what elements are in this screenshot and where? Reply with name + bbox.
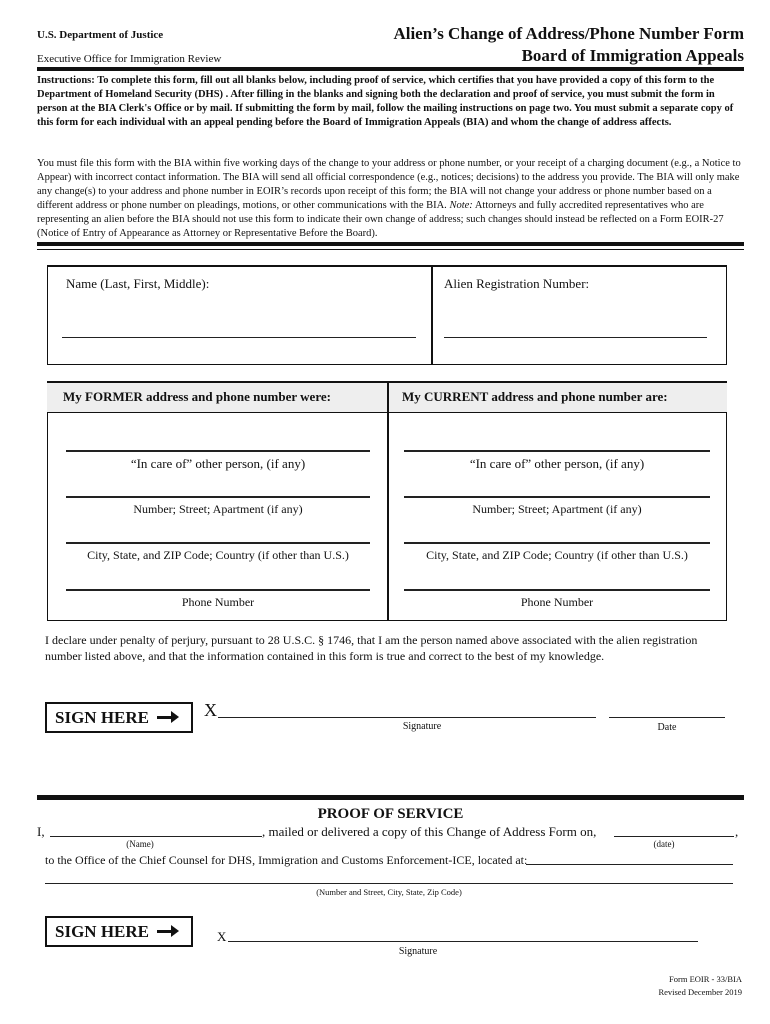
- revision-date: Revised December 2019: [658, 987, 742, 997]
- current-phone-label: Phone Number: [520, 595, 594, 609]
- agency-name: U.S. Department of Justice: [37, 29, 164, 41]
- right-arrow-icon-2: [157, 930, 173, 933]
- address-divider: [387, 381, 389, 621]
- declaration-text: I declare under penalty of perjury, pursuant to 28 U.S.C. § 1746, that I am the person named above associated with the alien registration number listed above, and that the information contained in this form is true and correct to the best of my knowledge.: [45, 633, 698, 663]
- signature-x-mark: X: [204, 700, 217, 720]
- current-address-header: My CURRENT address and phone number are:: [402, 389, 668, 404]
- former-in-care-of-field[interactable]: [66, 450, 370, 452]
- proof-of-service-title: PROOF OF SERVICE: [317, 806, 464, 822]
- former-street-field[interactable]: [66, 496, 370, 498]
- proof-office-field[interactable]: [526, 864, 733, 865]
- section-rule-top: [37, 242, 744, 246]
- proof-name-field[interactable]: [50, 836, 262, 837]
- proof-name-label: (Name): [126, 839, 154, 849]
- former-in-care-of-label: “In care of” other person, (if any): [130, 456, 306, 471]
- former-address-header: My FORMER address and phone number were:: [63, 389, 331, 404]
- name-field[interactable]: [62, 337, 416, 338]
- proof-signature-x-mark: X: [217, 929, 227, 944]
- instructions-body-text: You must file this form with the BIA within five working days of the change to your address or phone number, or your receipt of a charging document (e.g., a Notice to Appear) with incorrect contact information. The BIA will send all official correspondence (e.g., notices; decisions) to the address you provide. The BIA will only make any change(s) to your address and phone number in EOIR’s records upon receipt of this form; the BIA will not change your address or phone number based on a different address or phone number on pleadings, motions, or other communications with the BIA.: [37, 158, 741, 211]
- current-city-label: City, State, and ZIP Code; Country (if other than U.S.): [426, 548, 688, 562]
- sign-here-label-2: SIGN HERE: [55, 921, 149, 941]
- former-phone-field[interactable]: [66, 589, 370, 591]
- sign-here-button[interactable]: [45, 702, 193, 733]
- form-number: Form EOIR - 33/BIA: [669, 974, 742, 984]
- current-street-label: Number; Street; Apartment (if any): [472, 502, 642, 516]
- proof-mailed-text: , mailed or delivered a copy of this Change of Address Form on,: [262, 824, 597, 839]
- declaration-signature-field[interactable]: [218, 717, 596, 718]
- current-city-field[interactable]: [404, 542, 710, 544]
- former-phone-label: Phone Number: [181, 595, 255, 609]
- note-text: Attorneys and fully accredited representatives who are representing an alien before the BIA should not use this form to indicate their own change of address; such changes should instead be reflected on a Form EOIR-27 (Notice of Entry of Appearance as Attorney or Representative Before the Board).: [37, 200, 724, 239]
- a-number-field[interactable]: [444, 337, 707, 338]
- instructions-bold: Instructions: To complete this form, fill out all blanks below, including proof of service, which certifies that you have provided a copy of this form to the Department of Homeland Security (DHS) . After filling in the blanks and signing both the declaration and proof of service, you must submit the form in person at the BIA Clerk's Office or by mail. If submitting the form by mail, follow the mailing instructions on page two. You must submit a separate copy of this form for each individual with an appeal pending before the Board of Immigration Appeals (BIA) and whom the change of address affects.: [37, 75, 734, 128]
- office-name: Executive Office for Immigration Review: [37, 53, 222, 65]
- proof-date-field[interactable]: [614, 836, 734, 837]
- current-in-care-of-field[interactable]: [404, 450, 710, 452]
- note-label: Note:: [449, 200, 473, 211]
- name-label: Name (Last, First, Middle):: [66, 276, 210, 291]
- proof-address-field[interactable]: [45, 883, 733, 884]
- proof-signature-field[interactable]: [228, 941, 698, 942]
- proof-address-label: (Number and Street, City, State, Zip Code): [316, 887, 462, 897]
- former-city-label: City, State, and ZIP Code; Country (if other than U.S.): [87, 548, 349, 562]
- form-subtitle: Board of Immigration Appeals: [521, 46, 744, 65]
- current-in-care-of-label: “In care of” other person, (if any): [469, 456, 645, 471]
- sign-here-button-2[interactable]: [45, 916, 193, 947]
- proof-rule: [37, 795, 744, 800]
- section-rule-thin: [37, 249, 744, 250]
- proof-office-text: to the Office of the Chief Counsel for DHS, Immigration and Customs Enforcement-ICE, located at:: [45, 853, 528, 867]
- proof-signature-label: Signature: [398, 946, 438, 957]
- proof-date-label: (date): [653, 839, 675, 849]
- right-arrow-icon: [157, 716, 173, 719]
- current-street-field[interactable]: [404, 496, 710, 498]
- a-number-label: Alien Registration Number:: [444, 276, 590, 291]
- instructions-body: [37, 157, 744, 241]
- identity-divider: [431, 265, 433, 365]
- form-title: Alien’s Change of Address/Phone Number Form: [393, 24, 744, 43]
- sign-here-label: SIGN HERE: [55, 707, 149, 727]
- proof-comma: ,: [735, 824, 739, 839]
- former-city-field[interactable]: [66, 542, 370, 544]
- former-street-label: Number; Street; Apartment (if any): [133, 502, 303, 516]
- proof-i: I,: [37, 824, 45, 839]
- header-rule: [37, 67, 744, 71]
- declaration-date-field[interactable]: [609, 717, 725, 718]
- signature-label: Signature: [402, 721, 442, 732]
- current-phone-field[interactable]: [404, 589, 710, 591]
- date-label: Date: [657, 722, 677, 733]
